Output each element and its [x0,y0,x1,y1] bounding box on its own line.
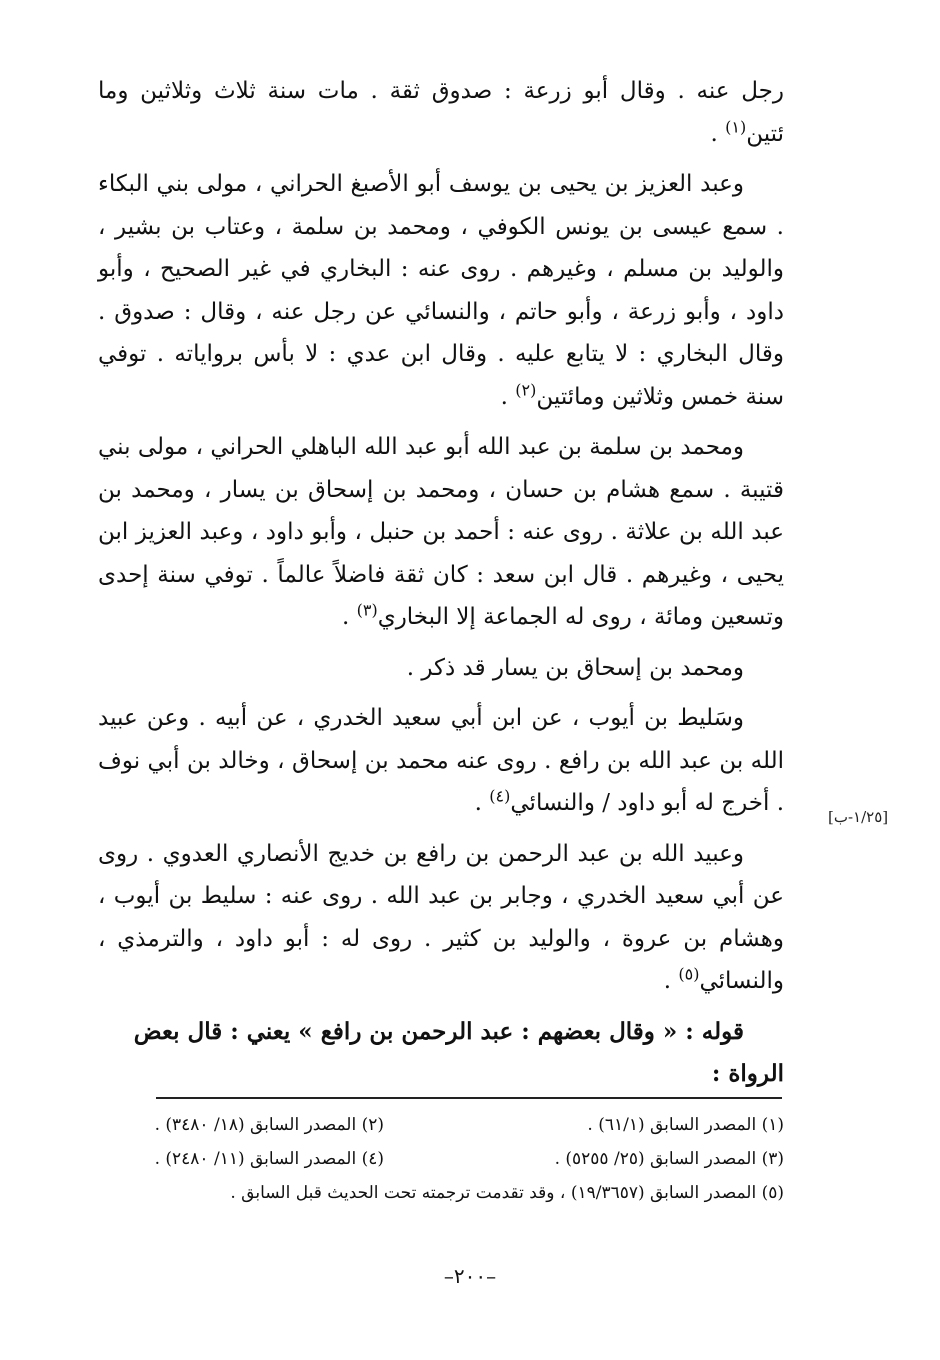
footnote-ref-3[interactable]: (٣) [356,600,378,620]
paragraph-text: وعبيد الله بن عبد الرحمن بن رافع بن خديج الأنصاري العدوي . روى عن أبي سعيد الخدري ، وجابر بن عبد الله . روى عنه : سليط بن أيوب ، وهشام بن عروة ، والوليد بن كثير . روى له : أبو داود ، والترمذي ، والنسائي [98,840,784,994]
footnote-row [98,1176,784,1210]
footnote-ref-2[interactable]: (٢) [515,379,537,399]
footnote-row [98,1142,784,1176]
footnote-3: (٣) المصدر السابق (٢٥/ ٥٢٥٥) . [554,1149,784,1169]
manuscript-folio-mark: [١/٢٥-ب] [828,808,889,826]
paragraph-tail: . [710,120,726,147]
paragraph-sulayt [98,697,784,825]
page-number: –٢٠٠– [443,1264,497,1288]
footnote-divider [156,1097,782,1099]
footnote-ref-1[interactable]: (١) [725,116,747,136]
paragraph-ubaydullah [98,833,784,1003]
paragraph-text: وعبد العزيز بن يحيى بن يوسف أبو الأصبغ الحراني ، مولى بني البكاء . سمع عيسى بن يونس الكوفي ، ومحمد بن سلمة ، وعتاب بن بشير ، والوليد بن مسلم ، وغيرهم . روى عنه : البخاري في غير الصحيح ، وأبو داود ، وأبو زرعة ، وأبو حاتم ، والنسائي عن رجل عنه ، وقال : صدوق . وقال البخاري : لا يتابع عليه . وقال ابن عدي : لا بأس برواياته . توفي سنة خمس وثلاثين ومائتين [98,171,784,410]
footnote-ref-4[interactable]: (٤) [489,786,511,806]
paragraph-tail: . [474,790,490,816]
paragraph-text: وسَليط بن أيوب ، عن ابن أبي سعيد الخدري ، عن أبيه . وعن عبيد الله بن عبد الله بن رافع . روى عنه محمد بن إسحاق ، وخالد بن أبي نوف . أخرج له أبو داود / والنسائي [98,705,784,816]
paragraph-tail: . [341,604,357,630]
commentary-line: قوله : « وقال بعضهم : عبد الرحمن بن رافع » يعني : قال بعض الرواة : [133,1017,784,1087]
paragraph-text: رجل عنه . وقال أبو زرعة : صدوق ثقة . مات سنة ثلاث وثلاثين وما ئتين [98,78,784,147]
paragraph-tail: . [663,968,679,994]
main-text [98,70,784,1095]
paragraph-ibn-ishaq [98,647,784,690]
footnote-ref-5[interactable]: (٥) [678,964,700,984]
paragraph-text: ومحمد بن سلمة بن عبد الله أبو عبد الله الباهلي الحراني ، مولى بني قتيبة . سمع هشام بن حسان ، ومحمد بن إسحاق بن يسار ، ومحمد بن عبد الله بن علاثة . روى عنه : أحمد بن حنبل ، وأبو داود ، وعبد العزيز ابن يحيى ، وغيرهم . قال ابن سعد : كان ثقة فاضلاً عالماً . توفي سنة إحدى وتسعين ومائة ، روى له الجماعة إلا البخاري [98,434,784,630]
paragraph-muhammad-ibn-salama [98,426,784,639]
footnote-2: (٢) المصدر السابق (١٨/ ٣٤٨٠) . [154,1115,384,1135]
footnote-row [98,1108,784,1142]
paragraph-abd-al-aziz [98,163,784,418]
footnote-1: (١) المصدر السابق (٦١/١) . [587,1115,784,1135]
footnote-4: (٤) المصدر السابق (١١/ ٢٤٨٠) . [154,1149,384,1169]
paragraph-continuation [98,70,784,155]
footnotes [98,1108,784,1210]
paragraph-tail: . [500,383,516,410]
paragraph-text: ومحمد بن إسحاق بن يسار قد ذكر . [406,654,744,681]
footnote-5: (٥) المصدر السابق (١٩/٣٦٥٧) ، وقد تقدمت ترجمته تحت الحديث قبل السابق . [230,1183,784,1203]
